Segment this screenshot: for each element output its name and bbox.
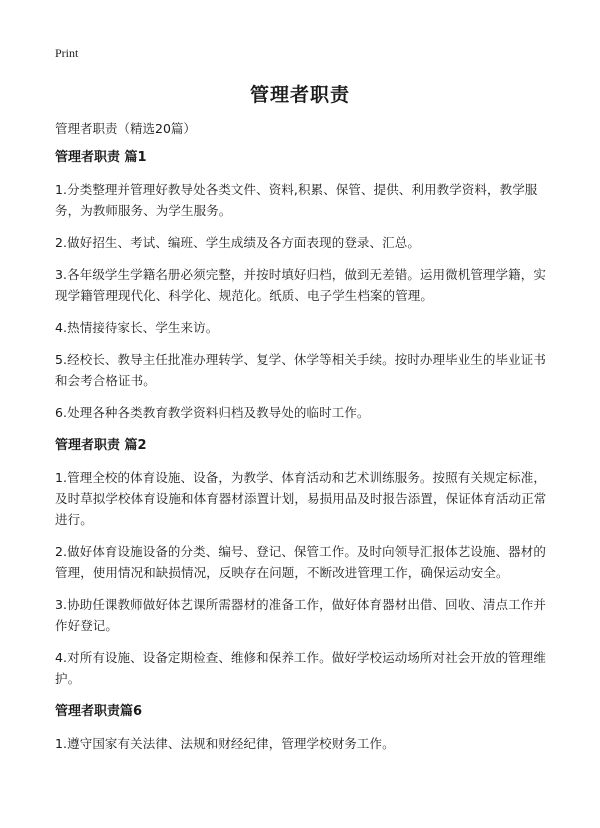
paragraph: 4.热情接待家长、学生来访。 xyxy=(55,320,219,335)
section-3 xyxy=(55,703,555,754)
paragraph: 4.对所有设施、设备定期检查、维修和保养工作。做好学校运动场所对社会开放的管理维护。 xyxy=(55,650,546,686)
section-heading: 管理者职责 篇1 xyxy=(55,150,147,165)
document-subtitle: 管理者职责（精选20篇） xyxy=(55,121,196,136)
paragraph: 2.做好体育设施设备的分类、编号、登记、保管工作。及时向领导汇报体艺设施、器材的管理，使用情况和缺损情况，反映存在问题，不断改进管理工作，确保运动安全。 xyxy=(55,544,546,580)
page-title: 管理者职责 xyxy=(249,84,350,106)
paragraph: 3.协助任课教师做好体艺课所需器材的准备工作，做好体育器材出借、回收、清点工作并作好登记。 xyxy=(55,597,546,633)
paragraph: 1.分类整理并管理好教导处各类文件、资料,积累、保管、提供、利用教学资料，教学服务，为教师服务、为学生服务。 xyxy=(55,182,538,218)
section-heading: 管理者职责篇6 xyxy=(55,704,143,719)
paragraph: 5.经校长、教导主任批准办理转学、复学、休学等相关手续。按时办理毕业生的毕业证书和会考合格证书。 xyxy=(55,352,546,388)
document-body xyxy=(55,120,555,765)
paragraph: 1.管理全校的体育设施、设备，为教学、体育活动和艺术训练服务。按照有关规定标准，及时草拟学校体育设施和体育器材添置计划，易损用品及时报告添置，保证体育活动正常进行。 xyxy=(55,470,547,527)
print-link[interactable]: Print xyxy=(55,46,79,60)
paragraph: 3.各年级学生学籍名册必须完整，并按时填好归档，做到无差错。运用微机管理学籍，实现学籍管理现代化、科学化、规范化。纸质、电子学生档案的管理。 xyxy=(55,267,546,303)
section-heading: 管理者职责 篇2 xyxy=(55,438,147,453)
section-1 xyxy=(55,149,555,423)
paragraph: 6.处理各种各类教育教学资料归档及教导处的临时工作。 xyxy=(55,405,370,420)
paragraph: 1.遵守国家有关法律、法规和财经纪律，管理学校财务工作。 xyxy=(55,736,395,751)
paragraph: 2.做好招生、考试、编班、学生成绩及各方面表现的登录、汇总。 xyxy=(55,235,420,250)
section-2 xyxy=(55,437,555,689)
